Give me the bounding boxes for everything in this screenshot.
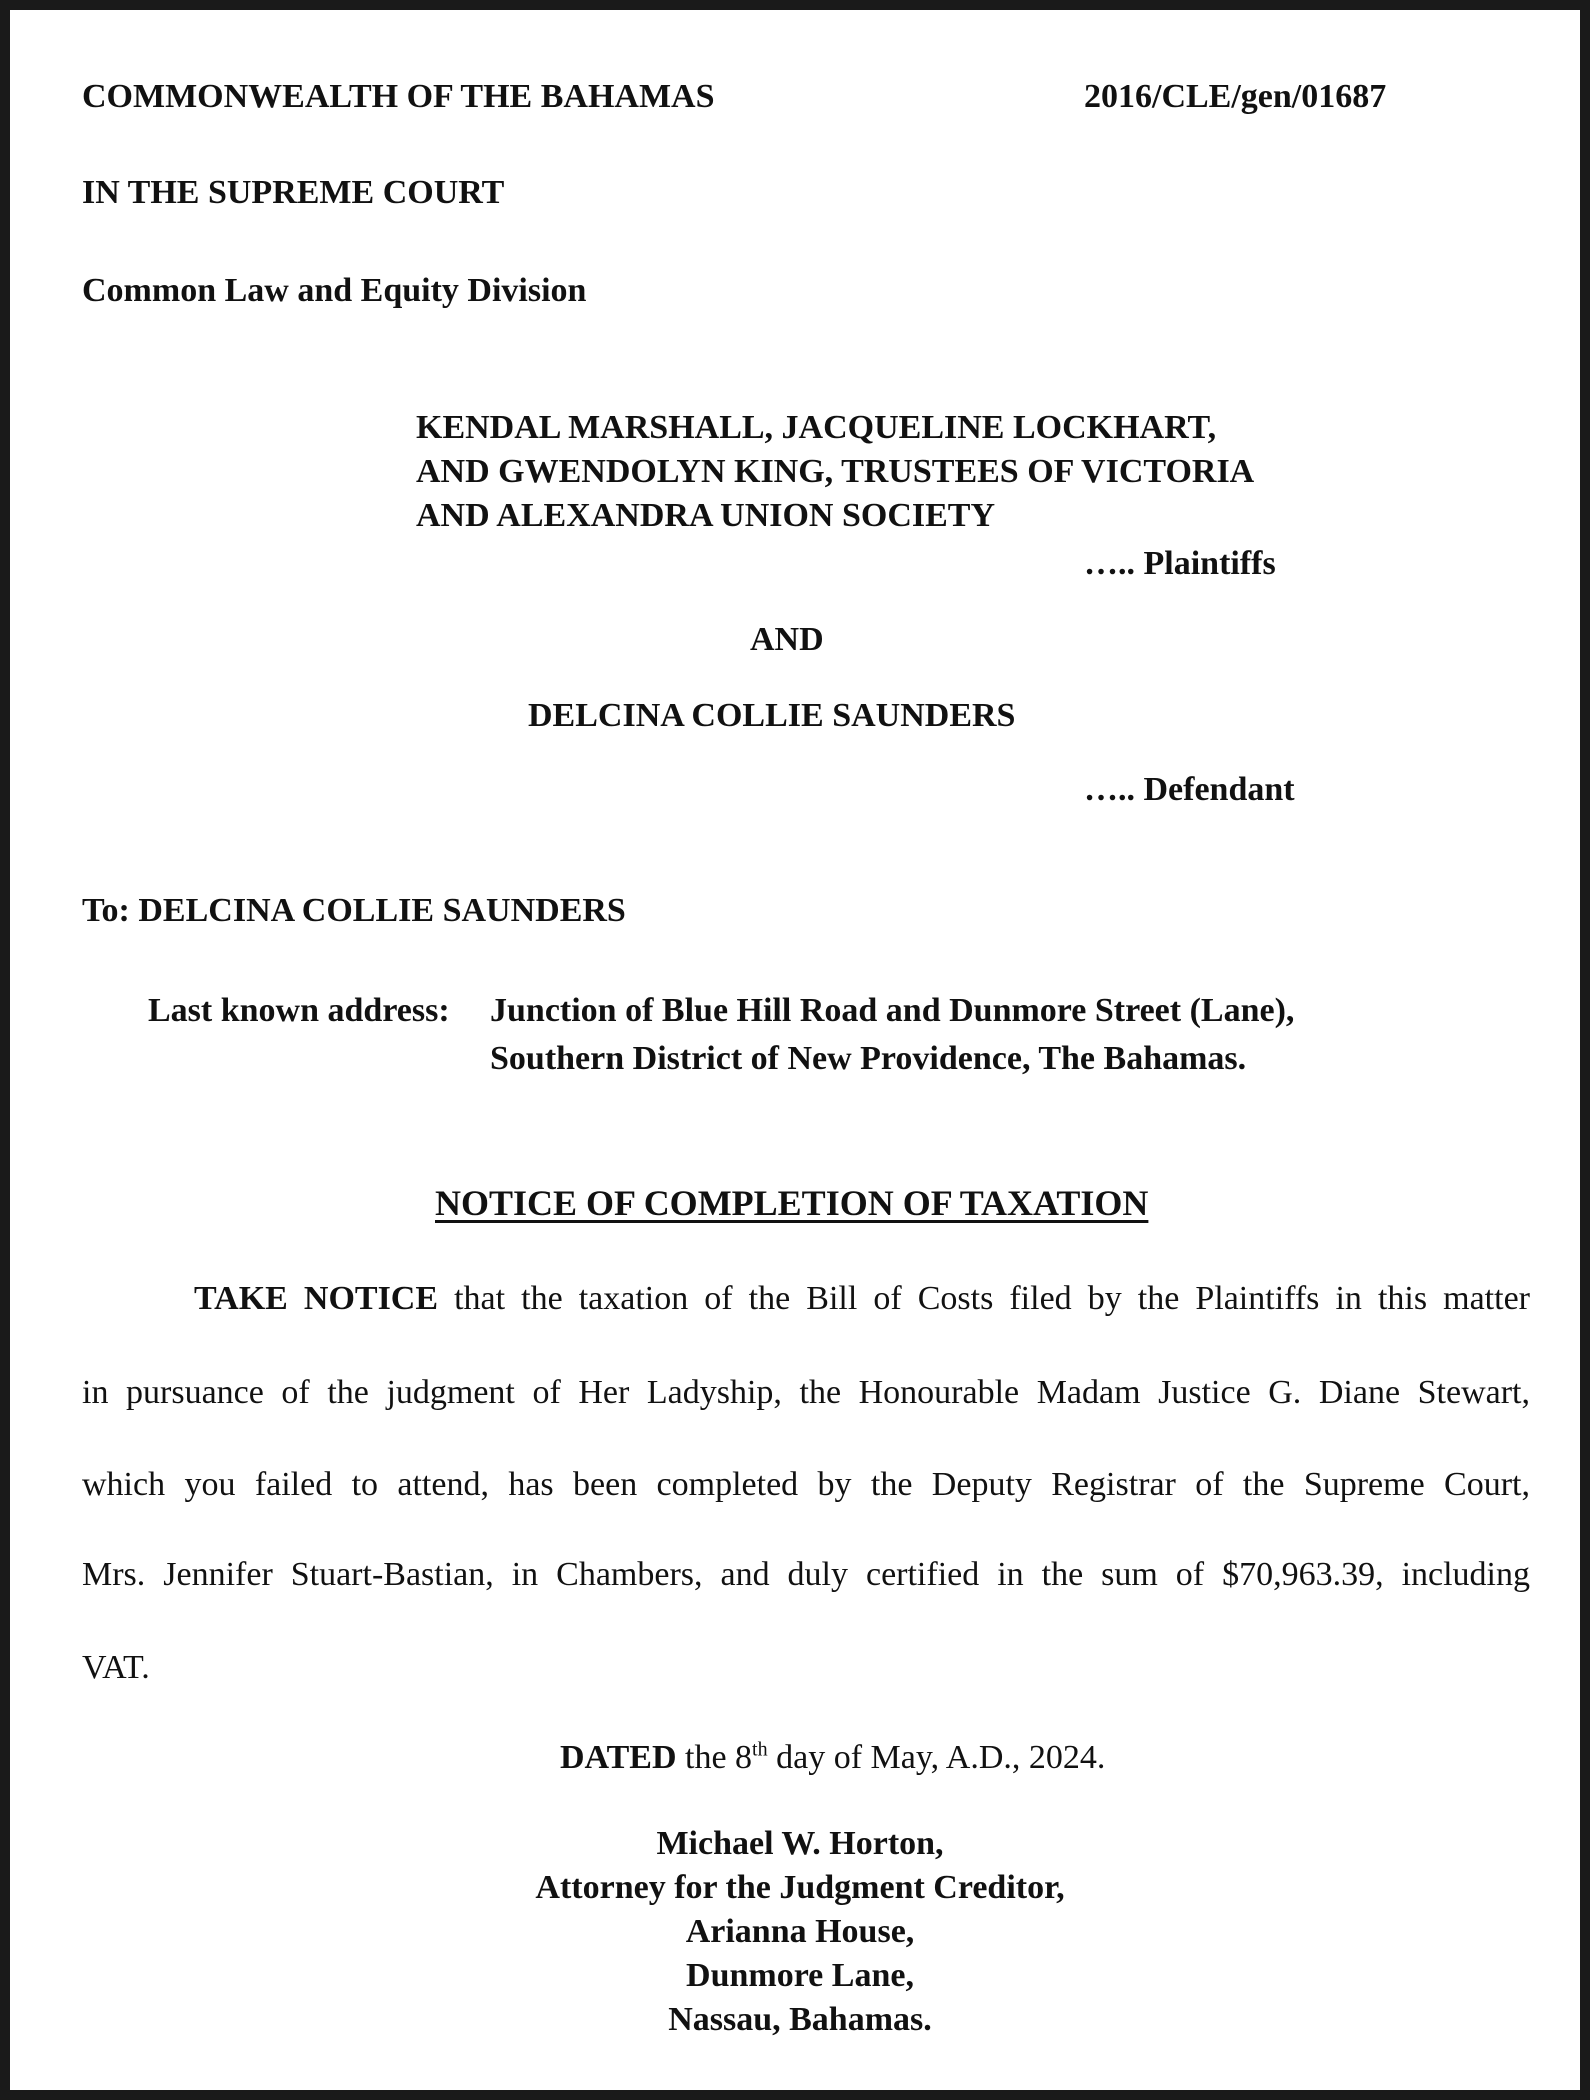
dated-post: day of May, A.D., 2024. [776, 1739, 1106, 1776]
address-line-1: Junction of Blue Hill Road and Dunmore Street (Lane), [490, 992, 1295, 1029]
dated-line [560, 1738, 1105, 1778]
signature-block [450, 1822, 1150, 2042]
take-notice-lead: TAKE NOTICE [194, 1280, 439, 1317]
addressee-line: To: DELCINA COLLIE SAUNDERS [82, 892, 626, 929]
notice-body-line-2: in pursuance of the judgment of Her Ladyship, the Honourable Madam Justice G. Diane Stewart, [82, 1374, 1530, 1411]
plaintiffs-line: AND GWENDOLYN KING, TRUSTEES OF VICTORIA [416, 453, 1255, 490]
notice-body-line-1 [194, 1280, 1530, 1318]
defendant-name: DELCINA COLLIE SAUNDERS [528, 697, 1016, 734]
division-heading: Common Law and Equity Division [82, 272, 587, 309]
signature-address-3: Nassau, Bahamas. [668, 2001, 932, 2038]
court-heading: IN THE SUPREME COURT [82, 174, 505, 211]
notice-title: NOTICE OF COMPLETION OF TAXATION [435, 1183, 1149, 1223]
plaintiffs-role: ….. Plaintiffs [1084, 545, 1276, 582]
dated-ordinal: th [752, 1738, 768, 1761]
address-line-2: Southern District of New Providence, The Bahamas. [490, 1040, 1247, 1077]
defendant-role: ….. Defendant [1084, 771, 1295, 808]
plaintiffs-line: KENDAL MARSHALL, JACQUELINE LOCKHART, [416, 409, 1217, 446]
plaintiffs-line: AND ALEXANDRA UNION SOCIETY [416, 497, 996, 534]
notice-body-line-4: Mrs. Jennifer Stuart-Bastian, in Chambers, and duly certified in the sum of $70,963.39, including [82, 1556, 1530, 1593]
signature-name: Michael W. Horton, [656, 1825, 944, 1862]
dated-pre: the 8 [685, 1739, 753, 1776]
notice-body-line-3: which you failed to attend, has been completed by the Deputy Registrar of the Supreme Court, [82, 1466, 1530, 1503]
and-conjunction: AND [750, 621, 824, 658]
notice-body-line-5: VAT. [82, 1649, 150, 1686]
case-number: 2016/CLE/gen/01687 [1084, 78, 1387, 115]
jurisdiction-heading: COMMONWEALTH OF THE BAHAMAS [82, 78, 715, 115]
signature-title: Attorney for the Judgment Creditor, [535, 1869, 1065, 1906]
notice-line-1-text: that the taxation of the Bill of Costs filed by the Plaintiffs in this matter [454, 1280, 1530, 1317]
signature-address-2: Dunmore Lane, [686, 1957, 914, 1994]
signature-address-1: Arianna House, [685, 1913, 915, 1950]
address-label: Last known address: [148, 992, 450, 1029]
plaintiffs-block [416, 406, 1254, 538]
dated-label: DATED [560, 1739, 677, 1776]
